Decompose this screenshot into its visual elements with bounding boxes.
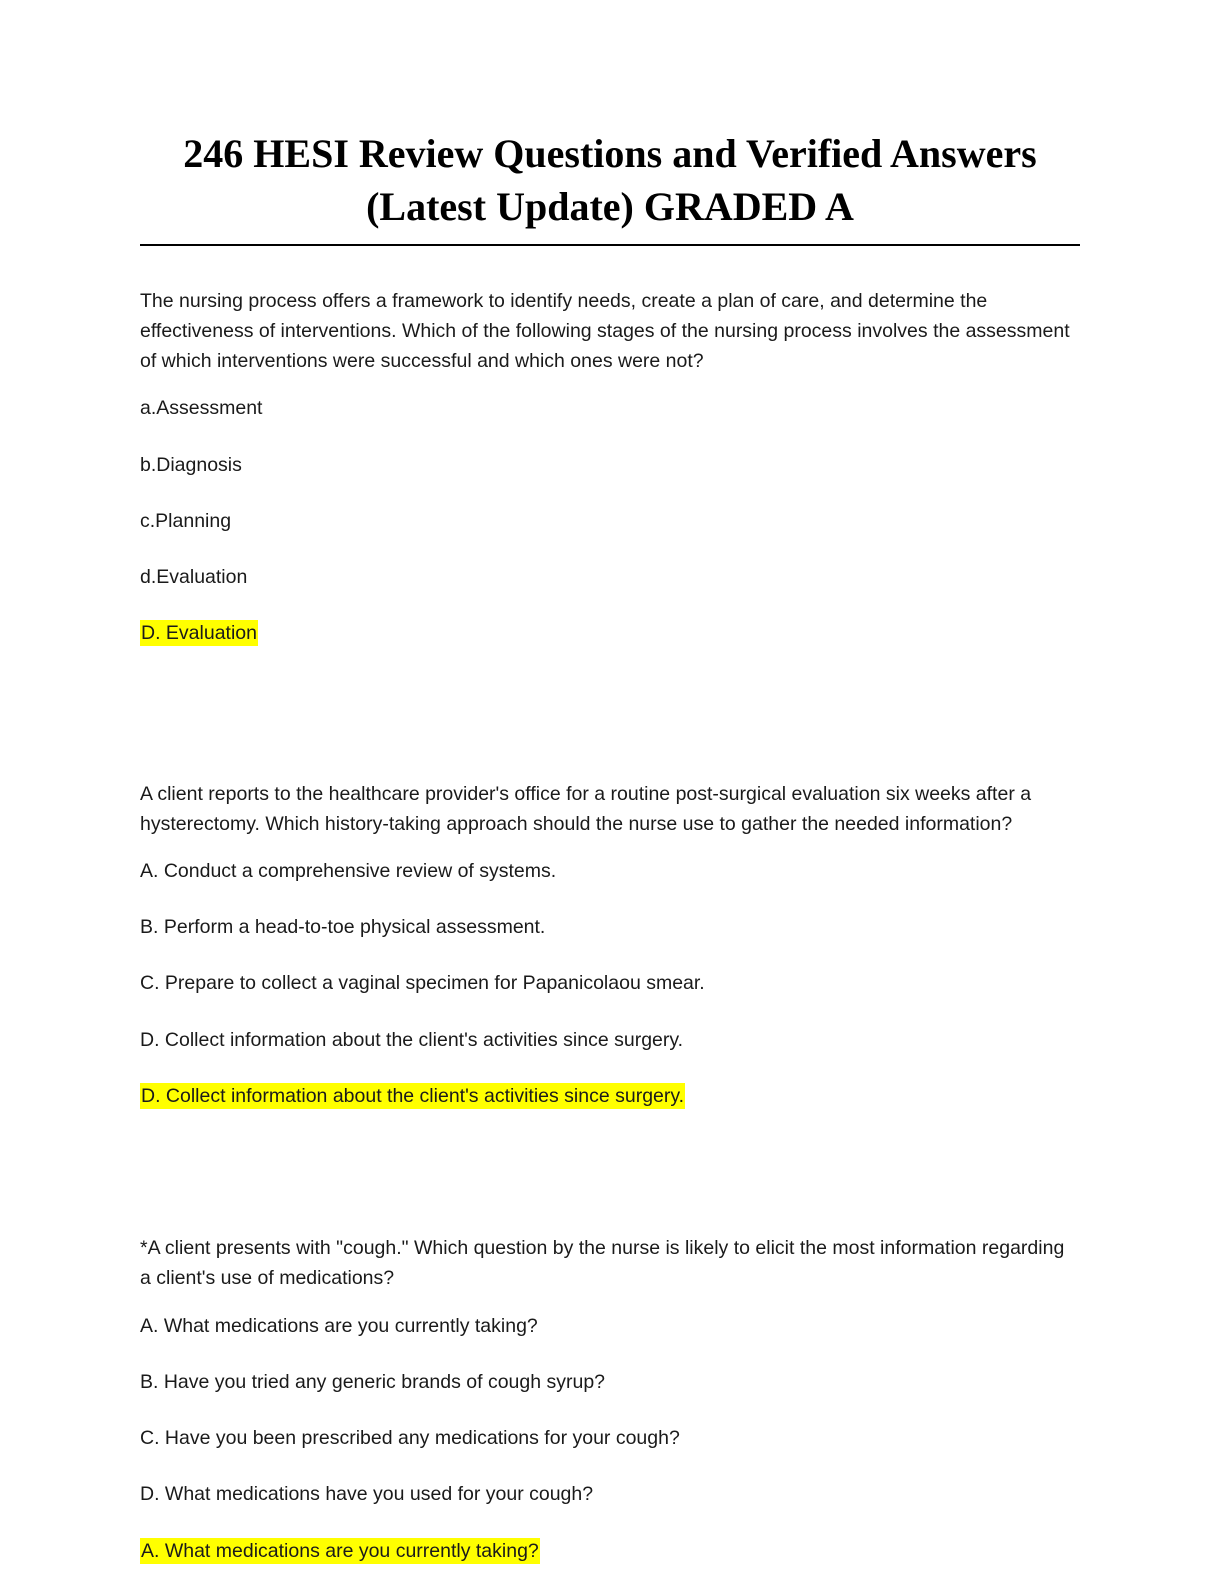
- answer-choice: C. Prepare to collect a vaginal specimen for Papanicolaou smear.: [140, 972, 705, 995]
- answer-choice: b.Diagnosis: [140, 453, 242, 476]
- page-title: 246 HESI Review Questions and Verified Answers (Latest Update) GRADED A: [140, 128, 1080, 246]
- highlighted-answer: D. Collect information about the client's activities since surgery.: [141, 1084, 685, 1107]
- answer-choice: D. What medications have you used for your cough?: [140, 1483, 594, 1506]
- question-block-3: [140, 1233, 1080, 1566]
- document-body: [140, 128, 1080, 1566]
- correct-answer-line: [140, 1537, 1080, 1566]
- answer-choice: A. Conduct a comprehensive review of systems.: [140, 859, 557, 882]
- highlighted-answer: D. Evaluation: [141, 622, 257, 645]
- answer-choice: B. Perform a head-to-toe physical assessment.: [140, 916, 546, 939]
- answer-choice: B. Have you tried any generic brands of cough syrup?: [140, 1370, 606, 1393]
- answer-choice: d.Evaluation: [140, 566, 248, 588]
- section-spacer: [140, 649, 1080, 735]
- correct-answer-line: [140, 619, 1080, 648]
- answer-choice: C. Have you been prescribed any medications for your cough?: [140, 1427, 680, 1450]
- answer-choice: c.Planning: [140, 509, 232, 532]
- highlighted-answer: A. What medications are you currently taking?: [141, 1539, 539, 1562]
- question-stem: A client reports to the healthcare provider's office for a routine post-surgical evaluation six weeks after a hysterectomy. Which history-taking approach should the nurse use to gather the needed information?: [140, 782, 1032, 835]
- question-block-1: [140, 286, 1080, 649]
- answer-choice: A. What medications are you currently taking?: [140, 1314, 538, 1337]
- answer-choice: a.Assessment: [140, 397, 263, 420]
- correct-answer-line: [140, 1082, 1080, 1111]
- question-stem: *A client presents with "cough." Which question by the nurse is likely to elicit the most information regarding a client's use of medications?: [140, 1237, 1065, 1290]
- answer-choice: D. Collect information about the client's activities since surgery.: [140, 1028, 684, 1051]
- section-spacer: [140, 1111, 1080, 1189]
- question-block-2: [140, 779, 1080, 1112]
- question-stem: The nursing process offers a framework to identify needs, create a plan of care, and determine the effectiveness of interventions. Which of the following stages of the nursing process involves the assessment of which interventions were successful and which ones were not?: [140, 289, 1070, 373]
